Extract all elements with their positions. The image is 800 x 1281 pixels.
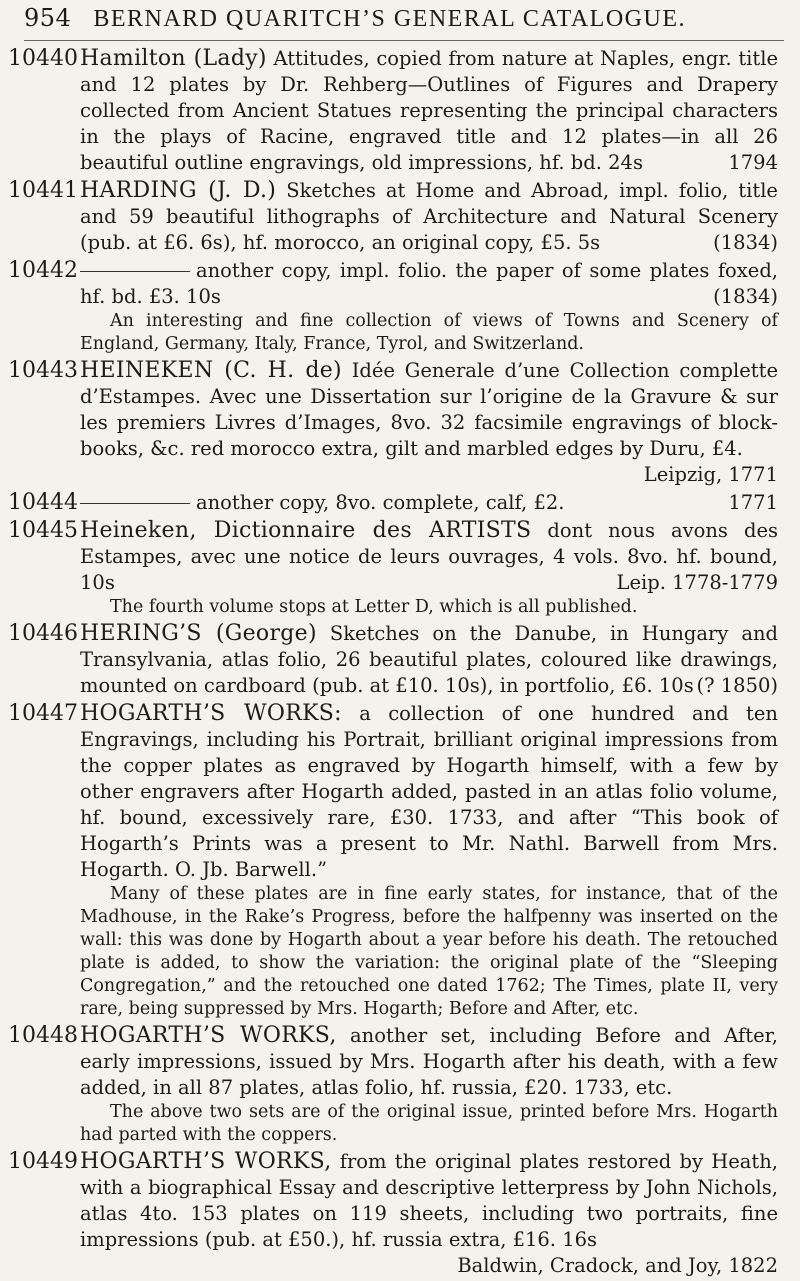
- entry-text: dont nous avons des Estampes, avec une notice de leurs ouvrages, 4 vols. 8vo. hf. bound, 10s: [80, 519, 778, 594]
- entry-date: Leipzig, 1771: [643, 463, 778, 486]
- ditto-rule: [80, 503, 190, 504]
- entry-10446: [0, 621, 800, 699]
- entry-note: An interesting and fine collection of views of Towns and Scenery of England, Germany, Italy, France, Tyrol, and Switzerland.: [80, 311, 778, 354]
- running-header: [24, 4, 784, 33]
- entry-text: Attitudes, copied from nature at Naples, engr. title and 12 plates by Dr. Rehberg—Outlines of Figures and Drapery collected from Ancient Statues representing the principal characters in the plays of Racine, engraved title and 12 plates—in all 26 beautiful outline engravings, old impressions, hf. bd. 24s: [80, 47, 779, 174]
- entry-heading: HERING’S (George): [80, 621, 317, 646]
- entry-heading: Hamilton (Lady): [80, 46, 267, 71]
- entry-number: 10442: [8, 258, 78, 283]
- entry-heading: HOGARTH’S WORKS,: [80, 1023, 337, 1048]
- entry-date: Baldwin, Cradock, and Joy, 1822: [457, 1254, 778, 1277]
- entry-heading: Heineken, Dictionnaire des ARTISTS: [80, 518, 532, 543]
- entry-note: The above two sets are of the original issue, printed before Mrs. Hogarth had parted with the coppers.: [80, 1102, 778, 1145]
- entry-number: 10440: [8, 46, 78, 71]
- entry-number: 10449: [8, 1149, 78, 1174]
- entry-10441: [0, 178, 800, 256]
- entry-text: another set, including Before and After, early impressions, issued by Mrs. Hogarth after his death, with a few added, in all 87 plates, atlas folio, hf. russia, £20. 1733, etc.: [80, 1024, 778, 1099]
- entry-text: Sketches on the Danube, in Hungary and Transylvania, atlas folio, 26 beautiful plates, coloured like drawings, mounted on cardboard (pub. at £10. 10s), in portfolio, £6. 10s: [80, 622, 778, 697]
- entry-text: another copy, 8vo. complete, calf, £2.: [196, 491, 565, 514]
- catalogue-title: BERNARD QUARITCH’S GENERAL CATALOGUE.: [93, 6, 686, 32]
- entry-10448: [0, 1023, 800, 1147]
- entry-date: (1834): [713, 285, 778, 308]
- entry-heading: HOGARTH’S WORKS,: [80, 1149, 332, 1174]
- entry-10447: [0, 701, 800, 1021]
- entry-text: Idée Generale d’une Collection complette d’Estampes. Avec une Dissertation sur l’origine de la Gravure & sur les premiers Livres d’Images, 8vo. 32 facsimile engravings of block-books, &c. red morocco extra, gilt and marbled edges by Duru, £4.: [80, 359, 778, 460]
- entry-text: Sketches at Home and Abroad, impl. folio, title and 59 beautiful lithographs of Architecture and Natural Scenery (pub. at £6. 6s), hf. morocco, an original copy, £5. 5s: [80, 179, 778, 254]
- entry-10442: [0, 258, 800, 356]
- entry-date: (1834): [713, 231, 778, 254]
- entry-number: 10445: [8, 518, 78, 543]
- entry-date: 1771: [728, 491, 778, 514]
- entry-number: 10447: [8, 701, 78, 726]
- entry-date: (? 1850): [696, 674, 778, 697]
- header-rule: [24, 40, 784, 41]
- entry-10440: [0, 46, 800, 176]
- entry-text: a collection of one hundred and ten Engravings, including his Portrait, brilliant original impressions from the copper plates as engraved by Hogarth himself, with a few by other engravers after Hogarth added, pasted in an atlas folio volume, hf. bound, excessively rare, £30. 1733, and after “This book of Hogarth’s Prints was a present to Mr. Nathl. Barwell from Mrs. Hogarth. O. Jb. Barwell.”: [80, 702, 778, 881]
- entry-number: 10443: [8, 358, 78, 383]
- entry-date: 1794: [728, 151, 778, 174]
- entry-number: 10441: [8, 178, 78, 203]
- entry-heading: HEINEKEN (C. H. de): [80, 358, 342, 383]
- entry-number: 10448: [8, 1023, 78, 1048]
- entry-date: Leip. 1778-1779: [616, 571, 778, 594]
- entry-10445: [0, 518, 800, 619]
- entry-number: 10446: [8, 621, 78, 646]
- entry-10444: [0, 490, 800, 516]
- entry-heading: HARDING (J. D.): [80, 178, 277, 203]
- entry-10449: [0, 1149, 800, 1279]
- entry-note: The fourth volume stops at Letter D, which is all published.: [110, 597, 638, 617]
- entry-text: from the original plates restored by Heath, with a biographical Essay and descriptive letterpress by John Nichols, atlas 4to. 153 plates on 119 sheets, including two portraits, fine impressions (pub. at £50.), hf. russia extra, £16. 16s: [80, 1150, 778, 1251]
- entry-heading: HOGARTH’S WORKS:: [80, 701, 342, 726]
- entry-list: [0, 46, 800, 1281]
- entry-text: another copy, impl. folio. the paper of some plates foxed, hf. bd. £3. 10s: [80, 259, 778, 308]
- ditto-rule: [80, 271, 190, 272]
- entry-note: Many of these plates are in fine early states, for instance, that of the Madhouse, in the Rake’s Progress, before the halfpenny was inserted on the wall: this was done by Hogarth about a year before his death. The retouched plate is added, to show the variation: the original plate of the “Sleeping Congregation,” and the retouched one dated 1762; The Times, plate II, very rare, being suppressed by Mrs. Hogarth; Before and After, etc.: [80, 884, 778, 1019]
- page-number: 954: [24, 4, 72, 32]
- entry-number: 10444: [8, 490, 78, 515]
- entry-10443: [0, 358, 800, 488]
